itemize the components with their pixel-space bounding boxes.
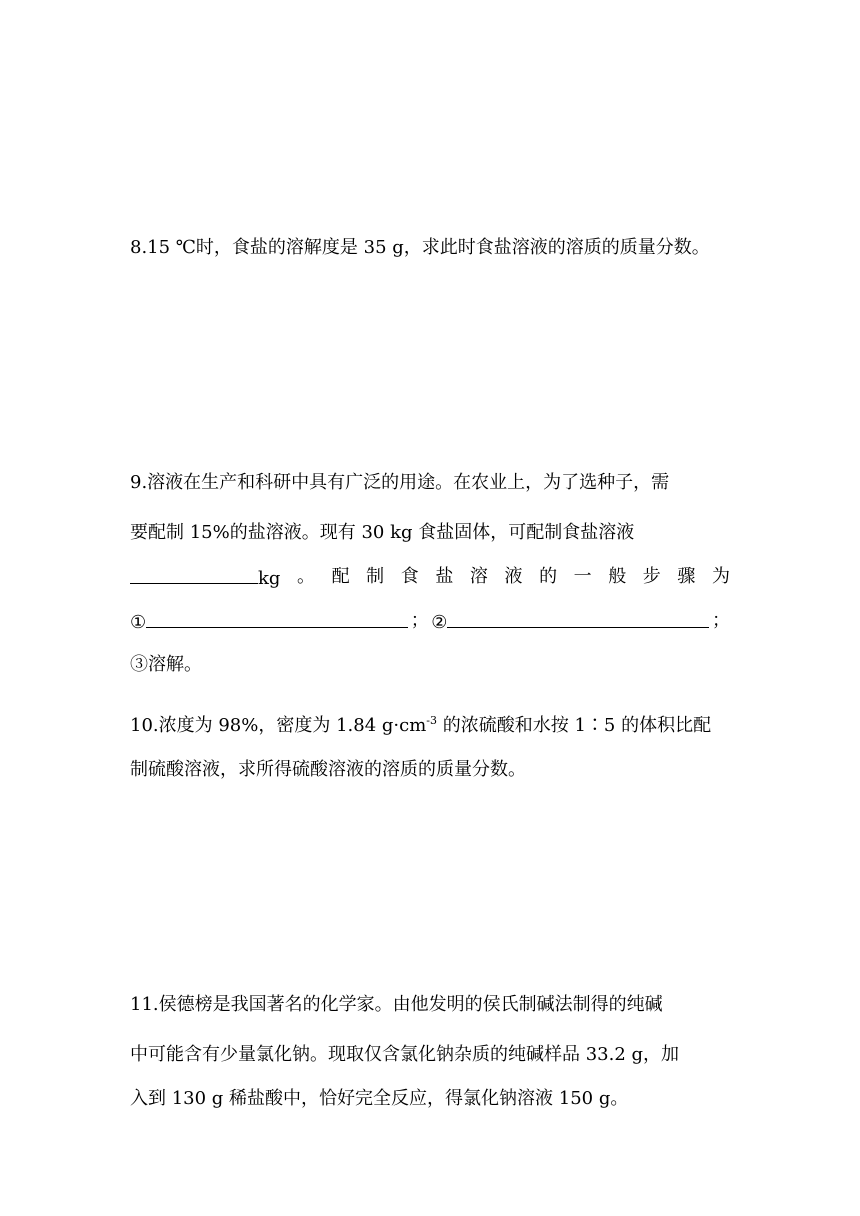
semicolon: ； (711, 610, 730, 631)
circled-number-2: ② (431, 612, 448, 633)
question-9-blank-1-group (130, 565, 280, 591)
question-10-line-2: 制硫酸溶液，求所得硫酸溶液的溶质的质量分数。 (130, 759, 526, 780)
question-9-line-4 (130, 609, 730, 635)
question-9-line-1-text: 9.溶液在生产和科研中具有广泛的用途。在农业上，为了选种子，需 (130, 472, 670, 493)
question-11-line-3: 入到 130 g 稀盐酸中，恰好完全反应，得氯化钠溶液 150 g。 (130, 1088, 629, 1109)
question-9-step-1-group (130, 609, 408, 635)
answer-blank-1[interactable] (130, 565, 258, 584)
answer-blank-step-2[interactable] (447, 609, 709, 628)
question-9-line-2: 要配制 15%的盐溶液。现有 30 kg 食盐固体，可配制食盐溶液 (130, 522, 635, 543)
question-9-line-3 (130, 565, 730, 591)
question-9-step-word: 步 (642, 566, 661, 587)
question-9-step-word: 配 (331, 566, 350, 587)
question-9-step-word: 制 (366, 566, 385, 587)
question-9-step-word: 的 (539, 566, 558, 587)
question-9-step-word: 一 (573, 566, 592, 587)
semicolon: ； (410, 610, 429, 631)
answer-blank-step-1[interactable] (146, 609, 408, 628)
question-10-text-before: 10.浓度为 98%，密度为 1.84 g·cm (130, 715, 427, 736)
question-9-step-word: 为 (711, 566, 730, 587)
superscript-exponent: -3 (426, 714, 437, 727)
question-9-step-2-group (431, 609, 709, 635)
question-9-line-5: ③溶解。 (130, 654, 202, 675)
question-11-line-2: 中可能含有少量氯化钠。现取仅含氯化钠杂质的纯碱样品 33.2 g，加 (130, 1044, 680, 1065)
question-9-step-word: 。 (297, 566, 316, 587)
question-8-text: 8.15 ℃时，食盐的溶解度是 35 g，求此时食盐溶液的溶质的质量分数。 (130, 237, 710, 258)
question-9-step-word: 盐 (435, 566, 454, 587)
question-9-step-word: 骤 (677, 566, 696, 587)
question-10-text-after: 的浓硫酸和水按 1∶5 的体积比配 (437, 715, 712, 736)
question-9-step-word: 食 (400, 566, 419, 587)
question-9-step-word: 液 (504, 566, 523, 587)
question-11-line-1: 11.侯德榜是我国著名的化学家。由他发明的侯氏制碱法制得的纯碱 (130, 994, 663, 1015)
question-9-step-word: 般 (608, 566, 627, 587)
question-10-line-1 (130, 714, 730, 738)
question-9-step-word: 溶 (469, 566, 488, 587)
question-9-line-1 (130, 471, 730, 495)
circled-number-1: ① (130, 612, 147, 633)
question-9-unit: kg (258, 568, 281, 589)
